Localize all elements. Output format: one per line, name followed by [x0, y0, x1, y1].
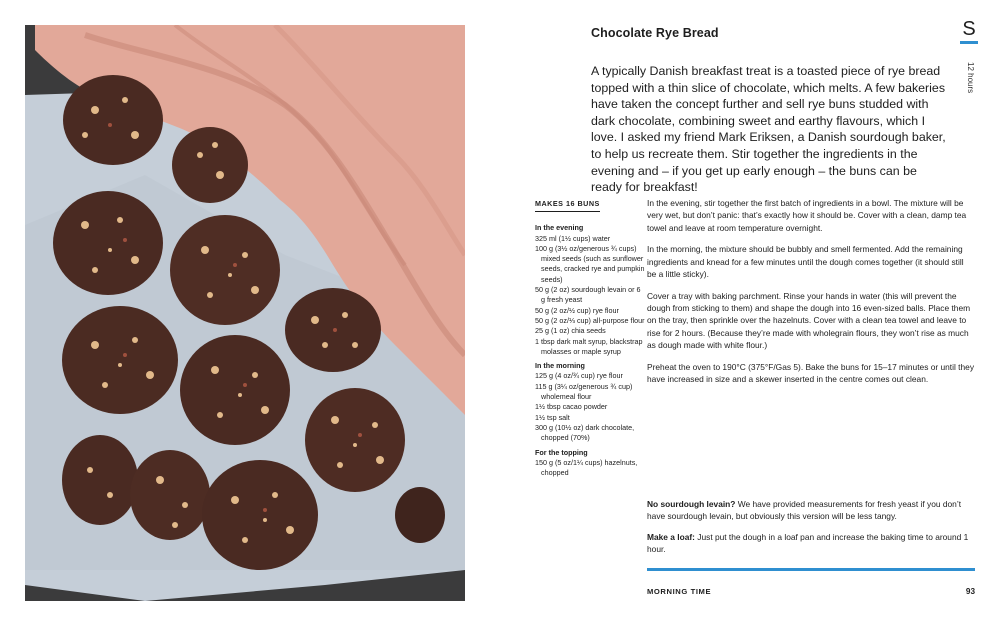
- ingredient-item: 1 tbsp dark malt syrup, blackstrap molasses or maple syrup: [535, 336, 643, 356]
- ingredients-subheading: In the evening: [535, 223, 584, 233]
- ingredient-item: 50 g (2 oz/⅓ cup) all-purpose flour: [535, 315, 645, 325]
- ingredient-item: 1½ tsp salt: [535, 412, 570, 422]
- recipe-intro: A typically Danish breakfast treat is a toasted piece of rye bread topped with a thin slice of chocolate, which melts. A few bakeries have taken the concept further and sell rye buns studded with dark chocolate, combining sweet and earthy flavours, which I love. I asked my friend Mark Eriksen, a Danish sourdough baker, to help us recreate them. Stir together the ingredients in the evening and – if you get up early enough – the buns can be ready for breakfast!: [591, 64, 946, 195]
- ingredients-subheading: In the morning: [535, 361, 585, 371]
- method-steps: [647, 197, 975, 395]
- footer-section-title: MORNING TIME: [647, 587, 712, 596]
- ingredients-heading: MAKES 16 BUNS: [535, 199, 600, 212]
- ingredient-item: 25 g (1 oz) chia seeds: [535, 326, 606, 336]
- recipe-photo: [25, 25, 465, 601]
- ingredient-item: 50 g (2 oz/½ cup) rye flour: [535, 305, 619, 315]
- method-step: In the evening, stir together the first batch of ingredients in a bowl. The mixture will be very wet, but don’t panic: that’s exactly how it should be. Cover with a clean, damp tea towel and leave at room temperature overnight.: [647, 198, 967, 233]
- note-label: Make a loaf:: [647, 531, 695, 542]
- note: [647, 498, 975, 523]
- ingredient-item: 300 g (10½ oz) dark chocolate, chopped (70%): [535, 422, 635, 443]
- page-number: 93: [965, 587, 975, 596]
- ingredient-item: 100 g (3½ oz/generous ¾ cups) mixed seeds (such as sunflower seeds, cracked rye and pumpkin seeds): [535, 243, 645, 284]
- method-step: In the morning, the mixture should be bubbly and smell fermented. Add the remaining ingredients and knead for a few minutes until the dough comes together (it should still be a little sticky).: [647, 244, 964, 279]
- note-text: We have provided measurements for fresh yeast if you don’t have sourdough levain, but obviously this version will be less tangy.: [647, 499, 962, 522]
- ingredient-item: 115 g (3¼ oz/generous ¾ cup) wholemeal flour: [535, 381, 633, 402]
- ingredient-item: 50 g (2 oz) sourdough levain or 6 g fresh yeast: [535, 285, 641, 305]
- ingredient-item: 150 g (5 oz/1¼ cups) hazelnuts, chopped: [535, 457, 638, 478]
- section-letter-tab: S: [960, 18, 978, 44]
- method-step: Cover a tray with baking parchment. Rinse your hands in water (this will prevent the dough from sticking to them) and shape the dough into 16 even-sized balls. Place them on the tray, then sprinkle over the hazelnuts. Cover with a clean tea towel and leave to rise for 2 hours. (Because they’re made with wholegrain flours, they won’t rise as much as dough made with white flour.): [647, 290, 971, 350]
- ingredients-list: [535, 199, 645, 478]
- method-step: Preheat the oven to 190°C (375°F/Gas 5). Bake the buns for 15–17 minutes or until they have increased in size and a skewer inserted in the centre comes out clean.: [647, 361, 975, 385]
- ingredient-item: 125 g (4 oz/¾ cup) rye flour: [535, 371, 623, 381]
- footer-rule: [647, 568, 975, 571]
- recipe-title: Chocolate Rye Bread: [591, 26, 719, 40]
- ingredient-item: 1½ tbsp cacao powder: [535, 402, 608, 412]
- note-label: No sourdough levain?: [647, 499, 736, 509]
- recipe-notes: [647, 498, 975, 563]
- ingredient-item: 325 ml (1½ cups) water: [535, 233, 611, 243]
- buns-illustration: [25, 25, 465, 601]
- recipe-time: 12 hours: [966, 62, 975, 94]
- ingredients-subheading: For the topping: [535, 447, 588, 457]
- note: [647, 531, 975, 556]
- note-text: Just put the dough in a loaf pan and increase the baking time to around 1 hour.: [647, 531, 969, 554]
